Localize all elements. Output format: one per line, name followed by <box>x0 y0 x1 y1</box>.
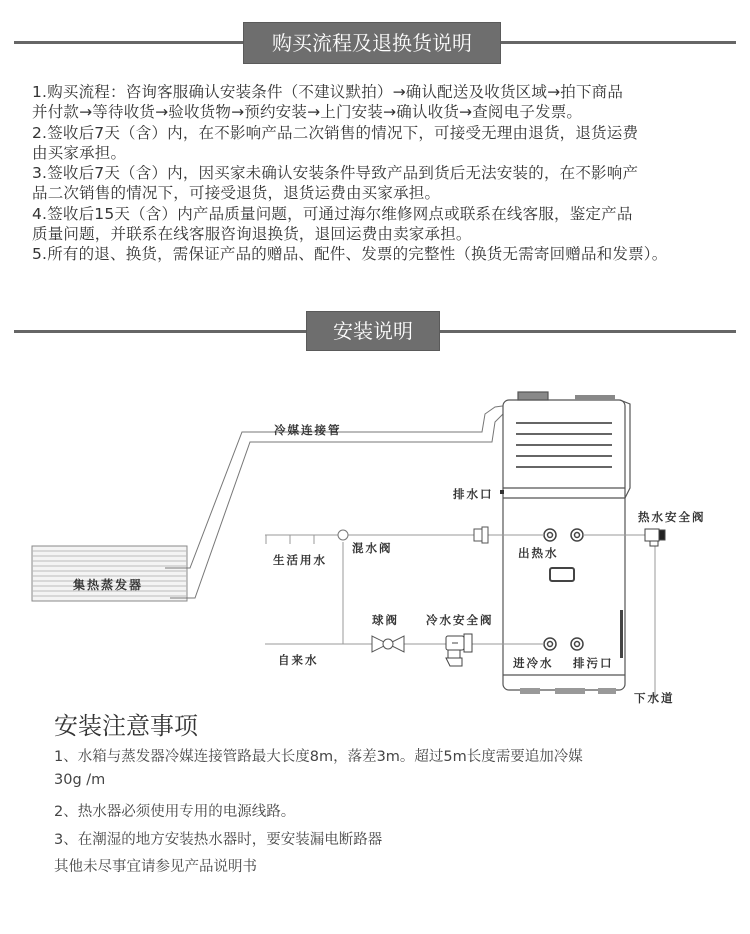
label-evaporator: 集热蒸发器 <box>73 578 144 592</box>
side-strip <box>620 610 623 658</box>
label-refrigerant-pipe: 冷媒连接管 <box>274 423 342 437</box>
ball-valve-icon <box>372 636 404 652</box>
note-item: 1、水箱与蒸发器冷媒连接管路最大长度8m，落差3m。超过5m长度需要追加冷媒 <box>54 749 583 765</box>
policy-line: 4.签收后15天（含）内产品质量问题，可通过海尔维修网点或联系在线客服，鉴定产品 <box>32 204 633 223</box>
policy-line: 2.签收后7天（含）内，在不影响产品二次销售的情况下，可接受无理由退货，退货运费 <box>32 123 639 142</box>
water-heater-unit <box>503 392 630 694</box>
display-panel <box>550 568 574 581</box>
label-drain-port: 排水口 <box>453 487 494 501</box>
policy-line: 5.所有的退、换货，需保证产品的赠品、配件、发票的完整性（换货无需寄回赠品和发票）。 <box>32 245 668 264</box>
cold-water-safety-valve-icon <box>446 634 472 666</box>
section-title-purchase: 购买流程及退换货说明 <box>243 22 501 64</box>
label-cold-water-safety-valve: 冷水安全阀 <box>426 613 494 627</box>
note-item: 3、在潮湿的地方安装热水器时，要安装漏电断路器 <box>54 832 383 848</box>
label-sewage-outlet: 排污口 <box>573 656 614 670</box>
mixing-valve-icon <box>338 530 348 540</box>
label-hot-water-safety-valve: 热水安全阀 <box>638 510 706 524</box>
section-divider-left <box>14 41 244 44</box>
label-mixing-valve: 混水阀 <box>352 541 393 555</box>
hot-water-safety-valve-icon <box>645 529 665 546</box>
policy-line: 质量问题，并联系在线客服咨询退换货，退回运费由卖家承担。 <box>32 225 472 244</box>
policy-line: 由买家承担。 <box>32 143 127 162</box>
label-ball-valve: 球阀 <box>372 613 399 627</box>
hot-water-connector-icon <box>474 527 488 543</box>
purchase-policy-text <box>32 82 732 265</box>
installation-diagram <box>0 370 750 710</box>
policy-line: 并付款→等待收货→验收货物→预约安装→上门安装→确认收货→查阅电子发票。 <box>32 103 583 122</box>
section-title-installation: 安装说明 <box>306 311 440 351</box>
note-item: 30g /m <box>54 772 106 788</box>
note-item: 其他未尽事宜请参见产品说明书 <box>54 859 257 875</box>
section-divider-right <box>440 330 736 333</box>
drain-port-marker <box>500 490 504 494</box>
notes-title: 安装注意事项 <box>54 712 198 740</box>
label-sewer: 下水道 <box>634 691 675 705</box>
policy-line: 品二次销售的情况下，可接受退货，退货运费由买家承担。 <box>32 184 441 203</box>
policy-line: 1.购买流程：咨询客服确认安装条件（不建议默拍）→确认配送及收货区域→拍下商品 <box>32 83 624 101</box>
section-divider-left <box>14 330 307 333</box>
label-domestic-water: 生活用水 <box>273 553 327 567</box>
note-item: 2、热水器必须使用专用的电源线路。 <box>54 804 296 820</box>
label-hot-water-out: 出热水 <box>518 546 559 560</box>
section-divider-right <box>500 41 736 44</box>
label-tap-water: 自来水 <box>278 653 319 667</box>
label-cold-water-in: 进冷水 <box>513 656 554 670</box>
policy-line: 3.签收后7天（含）内，因买家未确认安装条件导致产品到货后无法安装的，在不影响产 <box>32 164 639 183</box>
